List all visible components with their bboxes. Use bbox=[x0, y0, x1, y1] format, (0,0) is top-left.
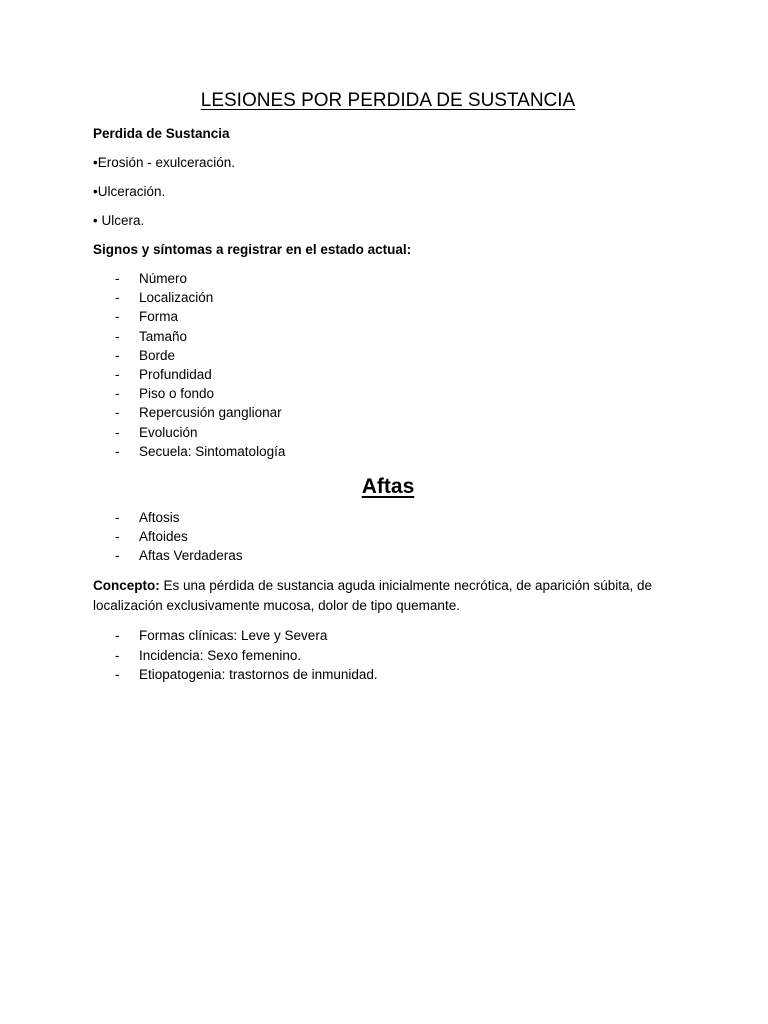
list-item-text: Aftosis bbox=[139, 509, 180, 525]
dash-marker: - bbox=[115, 509, 120, 525]
list-item-text: Aftoides bbox=[139, 529, 188, 545]
list-item-text: Etiopatogenia: trastornos de inmunidad. bbox=[139, 666, 378, 682]
list-item bbox=[93, 423, 683, 442]
dash-marker: - bbox=[115, 366, 120, 382]
list-item-text: Tamaño bbox=[139, 328, 188, 344]
list-item-text: Formas clínicas: Leve y Severa bbox=[139, 628, 328, 644]
dash-marker: - bbox=[115, 290, 120, 306]
list-item bbox=[93, 546, 683, 565]
dash-marker: - bbox=[115, 548, 120, 564]
list-item-text: Localización bbox=[139, 290, 214, 306]
bullet-line: •Erosión - exulceración. bbox=[93, 155, 236, 170]
dash-marker: - bbox=[115, 529, 120, 545]
dash-marker: - bbox=[115, 666, 120, 682]
dash-marker: - bbox=[115, 271, 120, 286]
list-item bbox=[93, 646, 683, 665]
concept-text: Es una pérdida de sustancia aguda inicialmente necrótica, de aparición súbita, de localización exclusivamente mucosa, dolor de tipo quemante. bbox=[93, 578, 653, 613]
list-item bbox=[93, 527, 683, 546]
list-item bbox=[93, 346, 683, 365]
list-item bbox=[93, 403, 683, 422]
list-item bbox=[93, 626, 683, 645]
concept-paragraph bbox=[93, 576, 683, 615]
details-list bbox=[93, 626, 683, 684]
list-item-text: Secuela: Sintomatología bbox=[139, 443, 286, 459]
list-item bbox=[93, 327, 683, 346]
signs-heading: Signos y síntomas a registrar en el estado actual: bbox=[93, 242, 412, 257]
list-item bbox=[93, 365, 683, 384]
bullet-line: •Ulceración. bbox=[93, 184, 166, 199]
list-item bbox=[93, 288, 683, 307]
dash-marker: - bbox=[115, 424, 120, 440]
page-title: LESIONES POR PERDIDA DE SUSTANCIA bbox=[200, 90, 576, 111]
dash-marker: - bbox=[115, 386, 120, 402]
list-item bbox=[93, 665, 683, 684]
dash-marker: - bbox=[115, 628, 120, 644]
dash-marker: - bbox=[115, 347, 120, 363]
signs-list bbox=[93, 269, 683, 461]
list-item-text: Repercusión ganglionar bbox=[139, 405, 282, 421]
list-item bbox=[93, 508, 683, 527]
list-item bbox=[93, 307, 683, 326]
list-item-text: Evolución bbox=[139, 424, 198, 440]
dash-marker: - bbox=[115, 647, 120, 663]
dash-marker: - bbox=[115, 309, 120, 325]
list-item-text: Incidencia: Sexo femenino. bbox=[139, 647, 302, 663]
list-item bbox=[93, 384, 683, 403]
list-item-text: Aftas Verdaderas bbox=[139, 548, 243, 564]
concept-label: Concepto: bbox=[93, 578, 160, 594]
dash-marker: - bbox=[115, 328, 120, 344]
list-item-text: Número bbox=[139, 271, 188, 286]
aftas-types-list bbox=[93, 508, 683, 566]
list-item-text: Forma bbox=[139, 309, 179, 325]
bullet-line: • Ulcera. bbox=[93, 213, 145, 228]
document-content bbox=[93, 88, 683, 695]
list-item-text: Piso o fondo bbox=[139, 386, 215, 402]
dash-marker: - bbox=[115, 405, 120, 421]
dash-marker: - bbox=[115, 443, 120, 459]
list-item bbox=[93, 269, 683, 288]
list-item-text: Profundidad bbox=[139, 366, 212, 382]
section-title-aftas: Aftas bbox=[361, 474, 415, 498]
list-item bbox=[93, 442, 683, 461]
list-item-text: Borde bbox=[139, 347, 176, 363]
subtitle-perdida: Perdida de Sustancia bbox=[93, 126, 230, 141]
